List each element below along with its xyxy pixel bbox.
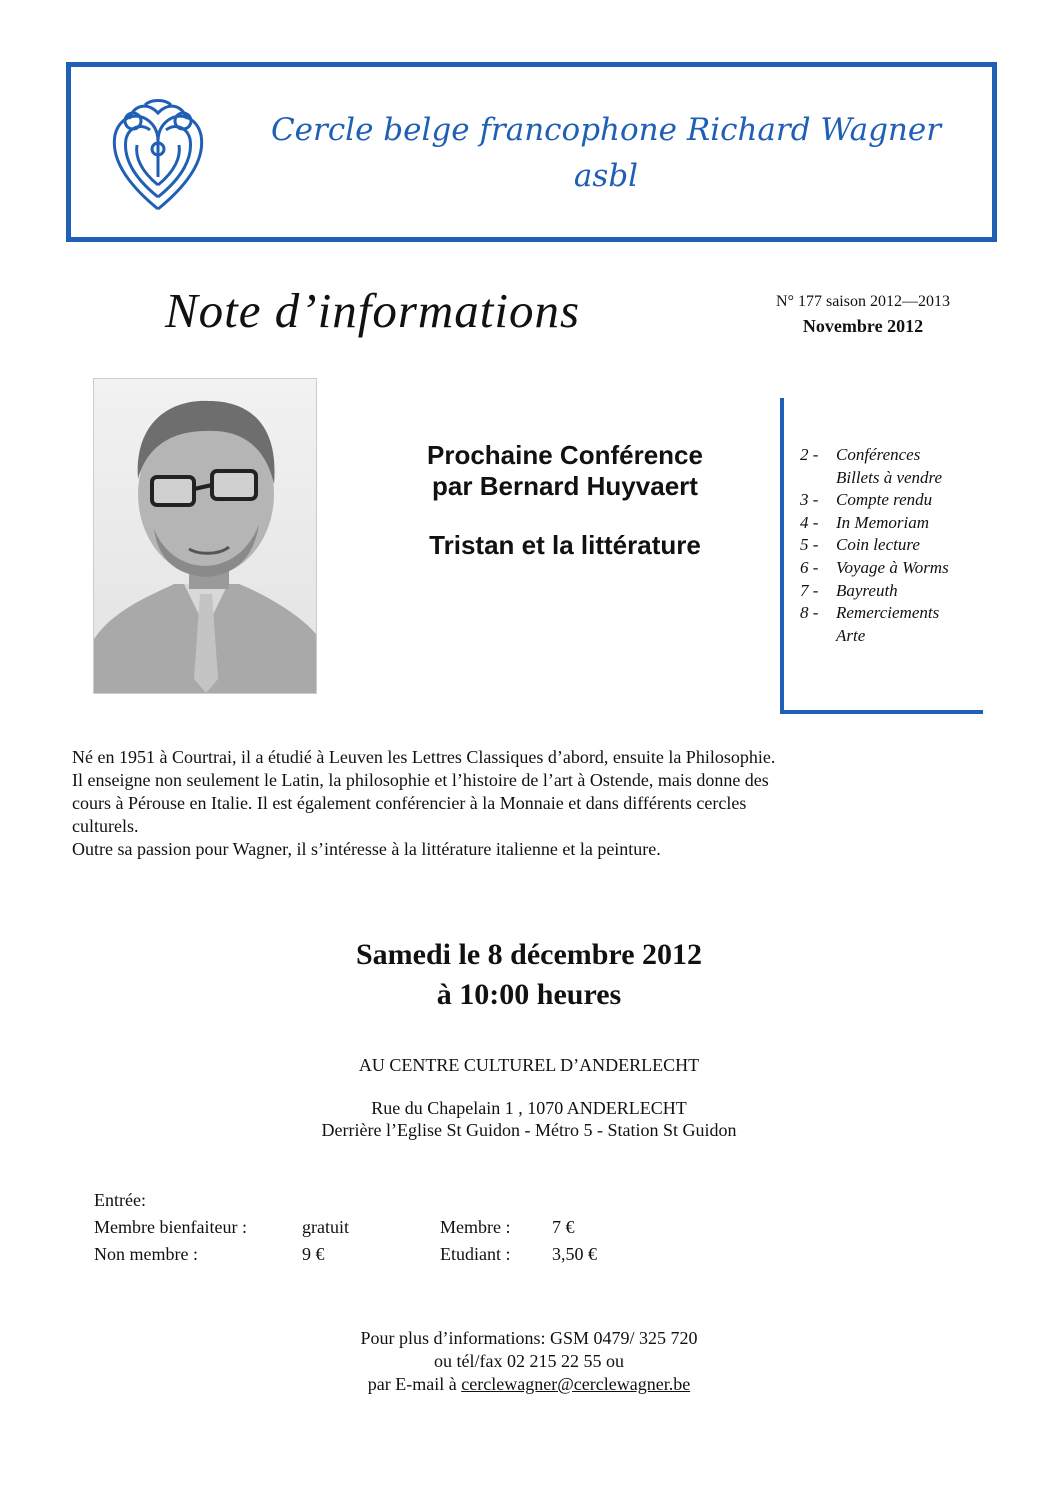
event-time: à 10:00 heures — [436, 978, 622, 1011]
contact-phone: Pour plus d’informations: GSM 0479/ 325 720 — [360, 1328, 698, 1348]
price-label: Non membre : — [94, 1244, 198, 1264]
contact-email-line — [0, 1373, 1058, 1396]
toc-item-number: 3 - — [800, 490, 819, 510]
issue-info — [758, 290, 968, 338]
toc-item — [800, 557, 949, 580]
toc-item-number: 8 - — [800, 603, 819, 623]
toc-item — [800, 467, 949, 490]
toc-item — [800, 512, 949, 535]
event-date: Samedi le 8 décembre 2012 — [355, 938, 703, 971]
price-value: 9 € — [302, 1244, 325, 1264]
toc-item-label: In Memoriam — [836, 512, 930, 532]
toc-item-label: Compte rendu — [836, 490, 933, 510]
venue-address — [0, 1097, 1058, 1141]
price-value: gratuit — [302, 1217, 349, 1237]
conference-line1: Prochaine Conférence — [427, 440, 703, 470]
venue-name: AU CENTRE CULTUREL D’ANDERLECHT — [358, 1055, 700, 1075]
venue-directions: Derrière l’Eglise St Guidon - Métro 5 - Station St Guidon — [321, 1120, 737, 1140]
conference-topic: Tristan et la littérature — [429, 530, 701, 560]
toc-item — [800, 444, 949, 467]
bio-line: Outre sa passion pour Wagner, il s’intéresse à la littérature italienne et la peinture. — [72, 839, 661, 859]
bio-line: culturels. — [72, 816, 139, 836]
toc-item-label: Voyage à Worms — [836, 557, 949, 577]
toc-item-label: Coin lecture — [836, 535, 920, 555]
wagner-heart-knot-icon — [105, 97, 211, 215]
toc-item — [800, 580, 949, 603]
price-label: Membre bienfaiteur : — [94, 1217, 247, 1237]
issue-month: Novembre 2012 — [802, 316, 924, 336]
speaker-portrait — [93, 378, 317, 694]
toc-item — [800, 602, 949, 625]
toc-item-label: Remerciements — [836, 603, 940, 623]
issue-number: N° 177 saison 2012—2013 — [776, 293, 950, 310]
bio-line: Il enseigne non seulement le Latin, la philosophie et l’histoire de l’art à Ostende, mais donne des — [72, 770, 769, 790]
email-link[interactable]: cerclewagner@cerclewagner.be — [461, 1374, 691, 1394]
contact-email-prefix: par E-mail à — [367, 1374, 462, 1394]
toc-item-label: Bayreuth — [836, 580, 898, 600]
toc-item-label: Billets à vendre — [836, 467, 943, 487]
venue-street: Rue du Chapelain 1 , 1070 ANDERLECHT — [371, 1098, 687, 1118]
toc-item-number: 5 - — [800, 535, 819, 555]
price-label: Membre : — [440, 1217, 511, 1237]
contact-fax: ou tél/fax 02 215 22 55 ou — [434, 1351, 624, 1371]
toc-item — [800, 625, 949, 648]
conference-announcement — [360, 440, 770, 561]
toc-item-number — [800, 467, 836, 490]
page-title: Note d’informations — [165, 283, 581, 338]
organization-name — [221, 107, 991, 199]
price-label: Etudiant : — [440, 1244, 511, 1264]
bio-line: Né en 1951 à Courtrai, il a étudié à Leuven les Lettres Classiques d’abord, ensuite la Philosophie. — [72, 747, 776, 767]
contact-info — [0, 1327, 1058, 1396]
bio-line: cours à Pérouse en Italie. Il est également conférencier à la Monnaie et dans différents cercles — [72, 793, 747, 813]
toc-item-number — [800, 625, 836, 648]
speaker-bio — [72, 746, 972, 861]
event-datetime — [0, 935, 1058, 1015]
org-name-line1: Cercle belge francophone Richard Wagner — [270, 112, 942, 148]
toc-item-label: Arte — [836, 625, 866, 645]
price-value: 7 € — [552, 1217, 575, 1237]
toc-item-number: 2 - — [800, 445, 819, 464]
toc-item-number: 7 - — [800, 580, 819, 600]
org-name-line2: asbl — [573, 158, 639, 194]
toc-item-label: Conférences — [836, 445, 921, 464]
price-value: 3,50 € — [552, 1244, 597, 1264]
conference-speaker: par Bernard Huyvaert — [432, 471, 698, 501]
toc-item-number: 4 - — [800, 512, 819, 532]
toc-item — [800, 534, 949, 557]
header-box — [66, 62, 997, 242]
entry-heading: Entrée: — [94, 1190, 146, 1210]
toc-item-number: 6 - — [800, 557, 819, 577]
toc-list — [800, 444, 949, 647]
toc-item — [800, 489, 949, 512]
table-of-contents — [780, 398, 983, 714]
